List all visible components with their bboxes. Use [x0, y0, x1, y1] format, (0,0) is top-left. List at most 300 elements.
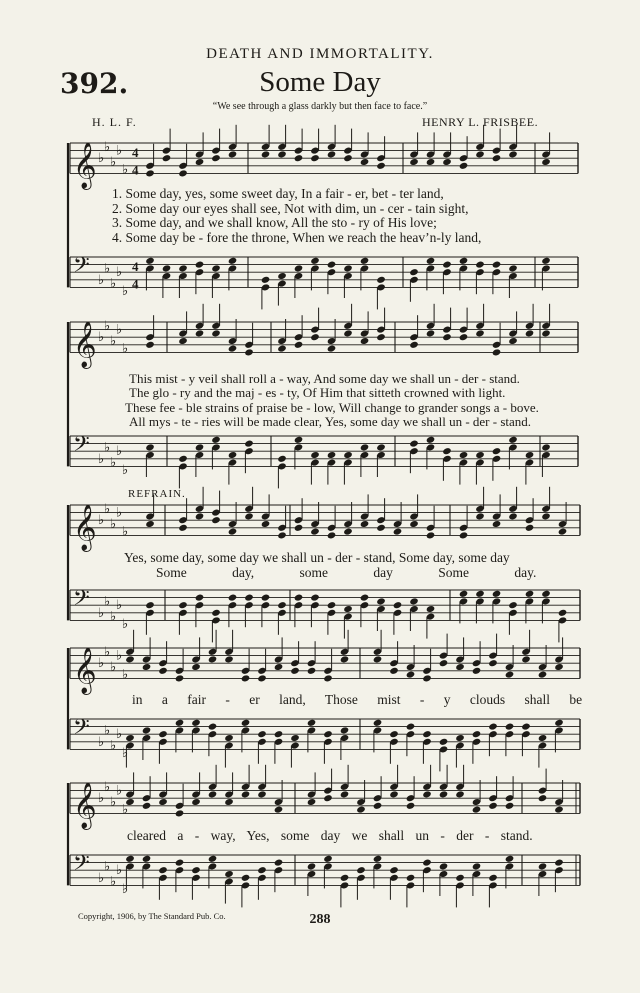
- notehead: [158, 730, 168, 738]
- notehead: [541, 512, 551, 520]
- notehead: [327, 261, 337, 269]
- notehead: [541, 257, 551, 265]
- notehead: [475, 590, 485, 598]
- flat-icon: ♭: [104, 594, 111, 610]
- notehead: [488, 802, 498, 810]
- notehead: [356, 866, 366, 874]
- notehead: [488, 659, 498, 667]
- notehead: [472, 862, 482, 870]
- notehead: [277, 455, 287, 463]
- time-signature-bottom: 4: [132, 162, 139, 178]
- notehead: [439, 862, 449, 870]
- flat-icon: ♭: [98, 791, 105, 807]
- flat-icon: ♭: [122, 341, 129, 357]
- notehead: [224, 798, 234, 806]
- notehead: [426, 257, 436, 265]
- notehead: [442, 158, 452, 166]
- notehead: [257, 790, 267, 798]
- flat-icon: ♭: [110, 660, 117, 675]
- notehead: [257, 730, 267, 738]
- notehead: [554, 663, 564, 671]
- notehead: [376, 276, 386, 284]
- notehead: [472, 730, 482, 738]
- notehead: [195, 443, 205, 451]
- notehead: [472, 806, 482, 814]
- notehead: [455, 874, 465, 882]
- notehead: [158, 866, 168, 874]
- flat-icon: ♭: [122, 617, 129, 633]
- hymn-number: 392.: [60, 67, 129, 100]
- notehead: [409, 440, 419, 448]
- notehead: [208, 855, 218, 863]
- notehead: [145, 520, 155, 528]
- notehead: [459, 162, 469, 170]
- verse-1-line-1: 1. Some day, yes, some sweet day, In a fair - er, bet - ter land,: [112, 186, 444, 201]
- notehead: [274, 806, 284, 814]
- notehead: [459, 451, 469, 459]
- notehead: [307, 667, 317, 675]
- notehead: [195, 261, 205, 269]
- notehead: [178, 169, 188, 177]
- notehead: [310, 154, 320, 162]
- bass-clef-icon: 𝄢: [73, 432, 90, 462]
- flat-icon: ♭: [98, 656, 105, 672]
- flat-icon: ♭: [116, 322, 123, 338]
- notehead: [373, 855, 383, 863]
- notehead: [426, 158, 436, 166]
- notehead: [195, 512, 205, 520]
- notehead: [310, 594, 320, 602]
- notehead: [290, 667, 300, 675]
- notehead: [406, 802, 416, 810]
- notehead: [208, 723, 218, 731]
- notehead: [422, 674, 432, 682]
- treble-clef-icon: 𝄞: [73, 321, 97, 368]
- notehead: [343, 329, 353, 337]
- notehead: [244, 440, 254, 448]
- flat-icon: ♭: [104, 644, 111, 660]
- notehead: [294, 436, 304, 444]
- copyright-notice: Copyright, 1906, by The Standard Pub. Co.: [78, 911, 226, 921]
- notehead: [142, 855, 152, 863]
- notehead: [277, 345, 287, 353]
- flat-icon: ♭: [98, 605, 105, 621]
- flat-icon: ♭: [116, 143, 123, 159]
- verse-2-line-2: The glo - ry and the maj - es - ty, Of Him that sitteth crowned with light.: [129, 385, 506, 400]
- notehead: [125, 855, 135, 863]
- notehead: [327, 451, 337, 459]
- flat-icon: ♭: [98, 151, 105, 167]
- notehead: [508, 436, 518, 444]
- notehead: [191, 866, 201, 874]
- treble-clef-icon: 𝄞: [73, 647, 97, 694]
- notehead: [389, 730, 399, 738]
- flat-icon: ♭: [122, 802, 129, 818]
- notehead: [475, 451, 485, 459]
- notehead: [426, 329, 436, 337]
- flat-icon: ♭: [104, 779, 111, 795]
- notehead: [145, 341, 155, 349]
- notehead: [373, 655, 383, 663]
- notehead: [360, 158, 370, 166]
- notehead: [191, 719, 201, 727]
- verse-4-line-2: All mys - te - ries will be made clear, Yes, some day we shall un - der - stand.: [129, 414, 532, 429]
- notehead: [211, 516, 221, 524]
- notehead: [228, 257, 238, 265]
- notehead: [294, 524, 304, 532]
- epigraph: “We see through a glass darkly but then face to face.”: [212, 101, 428, 112]
- verse-1-line-2: This mist - y veil shall roll a - way, And some day we shall un - der - stand.: [129, 371, 520, 386]
- notehead: [224, 655, 234, 663]
- flat-icon: ♭: [122, 524, 129, 540]
- notehead: [241, 790, 251, 798]
- notehead: [191, 663, 201, 671]
- notehead: [310, 333, 320, 341]
- notehead: [307, 798, 317, 806]
- notehead: [327, 531, 337, 539]
- staff-1: [70, 143, 578, 173]
- notehead: [406, 671, 416, 679]
- notehead: [389, 667, 399, 675]
- flat-icon: ♭: [110, 795, 117, 810]
- notehead: [442, 447, 452, 455]
- notehead: [343, 605, 353, 613]
- notehead: [406, 874, 416, 882]
- notehead: [307, 862, 317, 870]
- notehead: [376, 524, 386, 532]
- notehead: [422, 730, 432, 738]
- notehead: [409, 268, 419, 276]
- verse-4-line-1: 4. Some day be - fore the throne, When we reach the heav’n-ly land,: [112, 230, 482, 245]
- flat-icon: ♭: [104, 501, 111, 517]
- notehead: [323, 794, 333, 802]
- notehead: [261, 276, 271, 284]
- notehead: [274, 859, 284, 867]
- notehead: [376, 333, 386, 341]
- notehead: [290, 734, 300, 742]
- flat-icon: ♭: [110, 738, 117, 754]
- notehead: [459, 333, 469, 341]
- notehead: [277, 601, 287, 609]
- bass-clef-icon: 𝄢: [73, 851, 90, 881]
- flat-icon: ♭: [122, 746, 129, 762]
- refrain-label: REFRAIN.: [128, 488, 186, 500]
- notehead: [343, 451, 353, 459]
- flat-icon: ♭: [110, 334, 117, 349]
- notehead: [541, 158, 551, 166]
- notehead: [554, 719, 564, 727]
- notehead: [492, 261, 502, 269]
- notehead: [257, 674, 267, 682]
- notehead: [439, 659, 449, 667]
- notehead: [360, 257, 370, 265]
- notehead: [409, 341, 419, 349]
- notehead: [505, 671, 515, 679]
- notehead: [277, 272, 287, 280]
- notehead: [294, 341, 304, 349]
- notehead: [376, 162, 386, 170]
- notehead: [360, 594, 370, 602]
- notehead: [426, 605, 436, 613]
- notehead: [521, 723, 531, 731]
- notehead: [475, 329, 485, 337]
- notehead: [525, 524, 535, 532]
- notehead: [475, 261, 485, 269]
- notehead: [195, 329, 205, 337]
- notehead: [525, 590, 535, 598]
- flat-icon: ♭: [98, 451, 105, 467]
- flat-icon: ♭: [116, 505, 123, 521]
- notehead: [360, 520, 370, 528]
- notehead: [274, 730, 284, 738]
- notehead: [426, 436, 436, 444]
- treble-clef-icon: 𝄞: [73, 782, 97, 829]
- flat-icon: ♭: [116, 444, 123, 460]
- notehead: [191, 798, 201, 806]
- notehead: [208, 655, 218, 663]
- notehead: [505, 802, 515, 810]
- notehead: [343, 154, 353, 162]
- refrain-line-1-lower: Some day, some day Some day.: [156, 565, 537, 580]
- notehead: [455, 734, 465, 742]
- notehead: [195, 594, 205, 602]
- notehead: [244, 512, 254, 520]
- notehead: [145, 257, 155, 265]
- flat-icon: ♭: [122, 667, 129, 683]
- notehead: [125, 734, 135, 742]
- notehead: [472, 667, 482, 675]
- notehead: [125, 655, 135, 663]
- flat-icon: ♭: [116, 598, 123, 614]
- page-number: 288: [309, 912, 331, 927]
- time-signature-top: 4: [132, 259, 139, 274]
- notehead: [224, 734, 234, 742]
- notehead: [376, 443, 386, 451]
- bass-clef-icon: 𝄢: [73, 715, 90, 745]
- notehead: [521, 655, 531, 663]
- verse-3-line-2: These fee - ble strains of praise be - low, Will change to grander songs a - bove.: [125, 400, 539, 415]
- notehead: [340, 874, 350, 882]
- notehead: [145, 169, 155, 177]
- staff-7: [70, 648, 580, 678]
- flat-icon: ♭: [110, 874, 117, 890]
- notehead: [257, 866, 267, 874]
- notehead: [508, 512, 518, 520]
- notehead: [178, 455, 188, 463]
- notehead: [274, 663, 284, 671]
- notehead: [343, 264, 353, 272]
- notehead: [439, 738, 449, 746]
- notehead: [508, 337, 518, 345]
- notehead: [323, 674, 333, 682]
- notehead: [340, 790, 350, 798]
- notehead: [455, 790, 465, 798]
- flat-icon: ♭: [110, 276, 117, 292]
- notehead: [376, 597, 386, 605]
- notehead: [228, 451, 238, 459]
- flat-icon: ♭: [110, 517, 117, 532]
- notehead: [327, 345, 337, 353]
- notehead: [228, 345, 238, 353]
- notehead: [340, 726, 350, 734]
- verse-3-line-1: 3. Some day, and we shall know, All the sto - ry of His love;: [112, 215, 437, 230]
- notehead: [162, 154, 172, 162]
- notehead: [261, 150, 271, 158]
- notehead: [360, 443, 370, 451]
- notehead: [538, 671, 548, 679]
- notehead: [538, 862, 548, 870]
- notehead: [142, 726, 152, 734]
- composer-credit: HENRY L. FRISBEE.: [422, 115, 539, 129]
- notehead: [323, 855, 333, 863]
- notehead: [294, 594, 304, 602]
- refrain-line-1-upper: Yes, some day, some day we shall un - der - stand, Some day, some day: [124, 550, 510, 565]
- flat-icon: ♭: [122, 882, 129, 898]
- notehead: [492, 590, 502, 598]
- notehead: [558, 528, 568, 536]
- notehead: [406, 723, 416, 731]
- flat-icon: ♭: [110, 455, 117, 471]
- flat-icon: ♭: [122, 162, 129, 178]
- flat-icon: ♭: [116, 648, 123, 664]
- staff-5: [70, 505, 580, 535]
- notehead: [541, 329, 551, 337]
- flat-icon: ♭: [98, 870, 105, 886]
- notehead: [442, 333, 452, 341]
- notehead: [310, 257, 320, 265]
- notehead: [373, 719, 383, 727]
- refrain-line-3: cleared a - way, Yes, some day we shall un - der - stand.: [127, 828, 533, 843]
- notehead: [554, 859, 564, 867]
- bass-clef-icon: 𝄢: [73, 586, 90, 616]
- notehead: [508, 150, 518, 158]
- notehead: [554, 806, 564, 814]
- notehead: [261, 594, 271, 602]
- notehead: [455, 663, 465, 671]
- notehead: [393, 601, 403, 609]
- notehead: [211, 609, 221, 617]
- notehead: [409, 520, 419, 528]
- notehead: [294, 154, 304, 162]
- time-signature-top: 4: [132, 145, 139, 160]
- notehead: [426, 531, 436, 539]
- notehead: [492, 348, 502, 356]
- notehead: [492, 520, 502, 528]
- notehead: [228, 594, 238, 602]
- notehead: [525, 451, 535, 459]
- notehead: [208, 790, 218, 798]
- notehead: [175, 719, 185, 727]
- notehead: [178, 601, 188, 609]
- notehead: [158, 798, 168, 806]
- notehead: [541, 443, 551, 451]
- treble-clef-icon: 𝄞: [73, 142, 97, 189]
- notehead: [310, 528, 320, 536]
- flat-icon: ♭: [98, 734, 105, 750]
- notehead: [277, 531, 287, 539]
- notehead: [142, 663, 152, 671]
- notehead: [422, 790, 432, 798]
- flat-icon: ♭: [110, 155, 117, 170]
- flat-icon: ♭: [104, 139, 111, 155]
- flat-icon: ♭: [104, 318, 111, 334]
- hymn-title: Some Day: [259, 66, 381, 98]
- flat-icon: ♭: [116, 783, 123, 799]
- notehead: [525, 329, 535, 337]
- lyricist-credit: H. L. F.: [92, 115, 137, 129]
- notehead: [241, 874, 251, 882]
- notehead: [492, 447, 502, 455]
- notehead: [211, 329, 221, 337]
- bass-clef-icon: 𝄢: [73, 253, 90, 283]
- notehead: [145, 443, 155, 451]
- notehead: [158, 667, 168, 675]
- notehead: [211, 154, 221, 162]
- flat-icon: ♭: [98, 330, 105, 346]
- notehead: [459, 531, 469, 539]
- notehead: [389, 790, 399, 798]
- notehead: [541, 590, 551, 598]
- notehead: [475, 512, 485, 520]
- notehead: [340, 655, 350, 663]
- notehead: [175, 809, 185, 817]
- notehead: [488, 723, 498, 731]
- notehead: [162, 264, 172, 272]
- flat-icon: ♭: [104, 261, 111, 277]
- notehead: [244, 348, 254, 356]
- notehead: [508, 601, 518, 609]
- notehead: [178, 264, 188, 272]
- notehead: [224, 870, 234, 878]
- flat-icon: ♭: [98, 272, 105, 288]
- notehead: [228, 528, 238, 536]
- notehead: [439, 790, 449, 798]
- notehead: [307, 719, 317, 727]
- notehead: [492, 154, 502, 162]
- notehead: [241, 674, 251, 682]
- notehead: [393, 528, 403, 536]
- notehead: [558, 609, 568, 617]
- notehead: [261, 520, 271, 528]
- flat-icon: ♭: [104, 723, 111, 739]
- notehead: [538, 794, 548, 802]
- notehead: [241, 719, 251, 727]
- notehead: [459, 590, 469, 598]
- notehead: [175, 674, 185, 682]
- notehead: [373, 802, 383, 810]
- notehead: [360, 337, 370, 345]
- notehead: [175, 859, 185, 867]
- section-heading: DEATH AND IMMORTALITY.: [206, 46, 434, 62]
- notehead: [508, 264, 518, 272]
- notehead: [488, 874, 498, 882]
- notehead: [178, 337, 188, 345]
- time-signature-bottom: 4: [132, 276, 139, 292]
- notehead: [211, 436, 221, 444]
- flat-icon: ♭: [110, 609, 117, 625]
- notehead: [195, 158, 205, 166]
- notehead: [459, 257, 469, 265]
- notehead: [228, 150, 238, 158]
- flat-icon: ♭: [104, 859, 111, 875]
- notehead: [475, 150, 485, 158]
- treble-clef-icon: 𝄞: [73, 504, 97, 551]
- notehead: [409, 597, 419, 605]
- notehead: [409, 158, 419, 166]
- notehead: [310, 451, 320, 459]
- flat-icon: ♭: [116, 265, 123, 281]
- notehead: [356, 806, 366, 814]
